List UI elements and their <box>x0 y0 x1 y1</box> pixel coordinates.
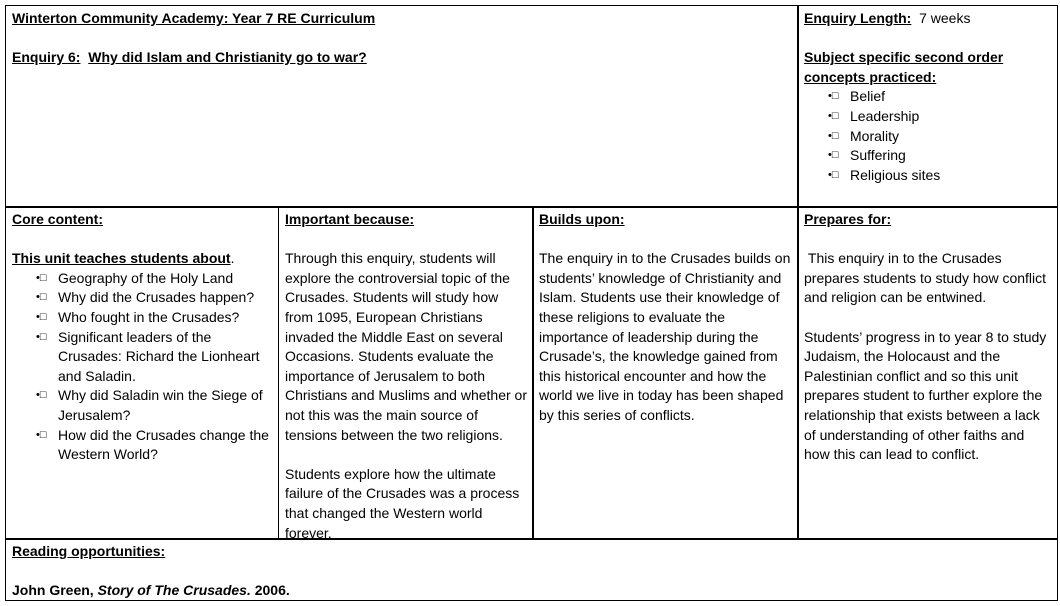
core-subheading: This unit teaches students about. <box>12 250 235 267</box>
concept-item: •□ Morality <box>828 127 1051 147</box>
core-item: •□ Why did Saladin win the Siege of Jerusalem? <box>36 386 272 425</box>
header-cell <box>5 5 799 208</box>
concept-item: •□ Leadership <box>828 107 1051 127</box>
builds-cell <box>532 206 799 540</box>
core-item: •□ Why did the Crusades happen? <box>36 288 272 308</box>
reading-entry <box>12 581 1051 601</box>
prepares-cell <box>797 206 1058 540</box>
core-item: •□ Significant leaders of the Crusades: Richard the Lionheart and Saladin. <box>36 328 272 387</box>
important-cell <box>278 206 534 540</box>
important-para-2: Students explore how the ultimate failure of the Crusades was a process that changed the Western world forever. <box>285 465 520 541</box>
enquiry-length <box>804 9 1051 29</box>
reading-cell <box>5 538 1058 601</box>
prepares-para-2: Students’ progress in to year 8 to study Judaism, the Holocaust and the Palestinian conflict and so this unit prepares student to further explore the relationship that exists between a lack of understanding of other faiths and how this can lead to conflict. <box>804 328 1047 463</box>
builds-para-1: The enquiry in to the Crusades builds on students’ knowledge of Christianity and Islam. Students use their knowledge of these religions to evaluate the importance of leadership during the Crusade’s, the knowledge gained from this historical encounter and how the world we live in today has been shaped by this series of conflicts. <box>539 250 791 423</box>
reading-year: 2006. <box>254 582 290 599</box>
builds-heading: Builds upon: <box>539 211 625 227</box>
important-heading: Important because: <box>285 211 415 227</box>
reading-book-title: Story of The Crusades. <box>97 582 251 599</box>
core-content-cell <box>5 206 279 540</box>
reading-author: John Green, <box>12 582 94 599</box>
enquiry-title: Why did Islam and Christianity go to war? <box>88 49 367 66</box>
prepares-para-1: This enquiry in to the Crusades prepares students to study how conflict and religion can be entwined. <box>804 250 1050 306</box>
length-label: Enquiry Length: <box>804 10 912 26</box>
core-list <box>36 269 272 465</box>
length-value: 7 weeks <box>919 10 971 26</box>
school-title: Winterton Community Academy: Year 7 RE Curriculum <box>12 10 376 26</box>
core-item: •□ Geography of the Holy Land <box>36 269 272 289</box>
concepts-list <box>828 87 1051 185</box>
enquiry-label: Enquiry 6: <box>12 49 81 66</box>
concept-item: •□ Belief <box>828 87 1051 107</box>
core-item: •□ Who fought in the Crusades? <box>36 308 272 328</box>
prepares-heading: Prepares for: <box>804 211 892 227</box>
concept-item: •□ Religious sites <box>828 166 1051 186</box>
core-heading: Core content: <box>12 211 103 227</box>
enquiry-heading <box>12 48 792 68</box>
important-para-1: Through this enquiry, students will explore the controversial topic of the Crusades. Students will study how from 1095, European Christians invaded the Middle East on several Occasions. Students evaluate the importance of Jerusalem to both Christians and Muslims and whether or not this was the main source of tensions between the two religions. <box>285 250 527 443</box>
concept-item: •□ Suffering <box>828 146 1051 166</box>
reading-heading: Reading opportunities: <box>12 543 166 559</box>
core-item: •□ How did the Crusades change the Western World? <box>36 426 272 465</box>
length-concepts-cell <box>797 5 1058 208</box>
concepts-label: Subject specific second order concepts practiced: <box>804 49 1004 85</box>
